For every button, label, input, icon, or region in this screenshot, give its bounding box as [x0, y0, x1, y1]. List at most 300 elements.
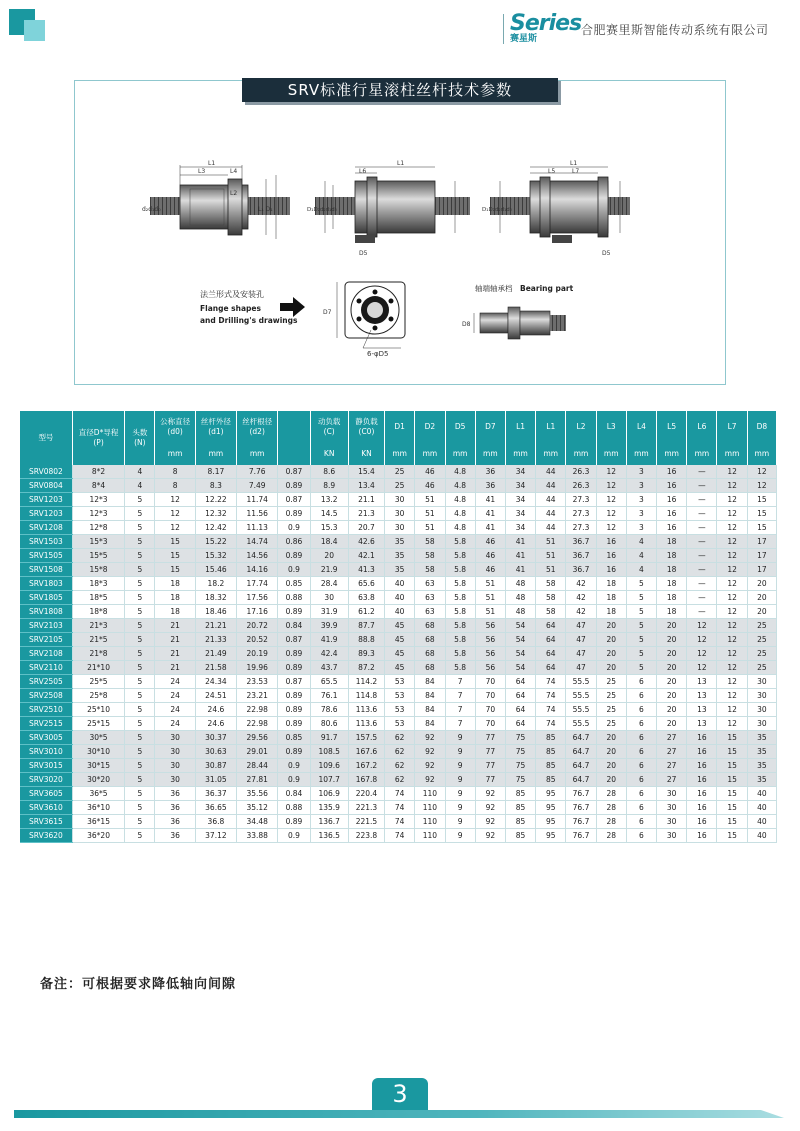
- table-cell: 92: [475, 829, 505, 843]
- table-cell: 46: [415, 479, 445, 493]
- table-cell: 27: [657, 745, 687, 759]
- table-cell: 40: [747, 787, 776, 801]
- table-cell: 21.49: [195, 647, 236, 661]
- table-cell: 9: [445, 731, 475, 745]
- spec-table: [20, 411, 777, 843]
- table-cell: 17.56: [237, 591, 278, 605]
- table-cell: —: [687, 549, 717, 563]
- table-cell: 6: [626, 801, 656, 815]
- table-cell: 40: [747, 815, 776, 829]
- table-cell: 18.32: [195, 591, 236, 605]
- table-cell: 5.8: [445, 605, 475, 619]
- column-unit: mm: [155, 443, 195, 465]
- page-number: 3: [372, 1078, 428, 1110]
- table-cell: 16: [687, 745, 717, 759]
- table-cell: 74: [536, 717, 566, 731]
- page-title: SRV标准行星滚柱丝杆技术参数: [242, 78, 558, 102]
- drawing-type-3: [482, 160, 630, 257]
- table-cell: 45: [385, 647, 415, 661]
- table-cell: 27.3: [566, 507, 596, 521]
- model-cell: SRV3615: [20, 815, 72, 829]
- table-cell: 77: [475, 731, 505, 745]
- table-cell: 12: [717, 647, 747, 661]
- table-cell: 47: [566, 661, 596, 675]
- table-cell: 5: [626, 647, 656, 661]
- table-cell: 74: [385, 801, 415, 815]
- table-cell: 136.7: [310, 815, 348, 829]
- table-cell: 6: [626, 689, 656, 703]
- flange-label-en1: Flange shapes: [200, 304, 261, 313]
- table-cell: 9: [445, 787, 475, 801]
- table-cell: 20: [596, 661, 626, 675]
- table-cell: 24.51: [195, 689, 236, 703]
- table-row: [20, 577, 777, 591]
- table-cell: 20: [657, 633, 687, 647]
- table-cell: 84: [415, 689, 445, 703]
- table-cell: 34: [505, 521, 535, 535]
- table-row: [20, 689, 777, 703]
- table-cell: 20: [657, 703, 687, 717]
- table-cell: 18.2: [195, 577, 236, 591]
- table-cell: 110: [415, 801, 445, 815]
- flange-view: [323, 282, 405, 358]
- table-cell: 18: [155, 605, 195, 619]
- table-cell: 85: [505, 829, 535, 843]
- table-cell: 24: [155, 717, 195, 731]
- table-cell: 18: [596, 605, 626, 619]
- table-cell: 12: [596, 493, 626, 507]
- table-cell: 28.4: [310, 577, 348, 591]
- table-cell: 12: [717, 591, 747, 605]
- dim-label: L1: [397, 160, 405, 167]
- table-row: [20, 521, 777, 535]
- column-header: L5: [657, 411, 687, 443]
- column-unit: mm: [475, 443, 505, 465]
- table-cell: 58: [415, 535, 445, 549]
- table-cell: 5: [125, 787, 155, 801]
- table-cell: 5: [125, 591, 155, 605]
- table-cell: 74: [536, 689, 566, 703]
- table-cell: 85: [505, 801, 535, 815]
- table-cell: 41: [475, 507, 505, 521]
- table-cell: 5: [125, 661, 155, 675]
- table-cell: 5.8: [445, 633, 475, 647]
- table-cell: 68: [415, 647, 445, 661]
- table-cell: 18: [657, 577, 687, 591]
- table-cell: 17: [747, 563, 776, 577]
- table-cell: 37.12: [195, 829, 236, 843]
- table-cell: 30*10: [72, 745, 124, 759]
- table-cell: 18*5: [72, 591, 124, 605]
- table-cell: 46: [475, 535, 505, 549]
- table-cell: 16: [657, 465, 687, 479]
- table-cell: 5: [626, 619, 656, 633]
- table-cell: 167.2: [348, 759, 384, 773]
- table-cell: 5: [125, 647, 155, 661]
- table-cell: 46: [415, 465, 445, 479]
- table-row: [20, 465, 777, 479]
- table-cell: 20: [657, 675, 687, 689]
- table-cell: 13.4: [348, 479, 384, 493]
- table-cell: 64.7: [566, 731, 596, 745]
- table-cell: 5: [125, 759, 155, 773]
- table-cell: 16: [657, 521, 687, 535]
- table-cell: 21: [155, 633, 195, 647]
- table-cell: 3: [626, 507, 656, 521]
- header-decoration-2: [24, 20, 45, 41]
- dim-label: L6: [359, 168, 367, 175]
- table-cell: 6: [626, 703, 656, 717]
- table-cell: 17.74: [237, 577, 278, 591]
- technical-drawing: [75, 105, 725, 383]
- table-cell: 36: [475, 479, 505, 493]
- table-cell: 167.6: [348, 745, 384, 759]
- table-cell: 21*5: [72, 633, 124, 647]
- table-cell: 20.7: [348, 521, 384, 535]
- table-cell: 36.37: [195, 787, 236, 801]
- table-cell: 12: [717, 493, 747, 507]
- table-cell: 40: [385, 605, 415, 619]
- table-cell: 74: [385, 787, 415, 801]
- table-cell: 5: [125, 577, 155, 591]
- table-cell: 15: [717, 787, 747, 801]
- table-cell: 30*15: [72, 759, 124, 773]
- column-header: L1: [505, 411, 535, 443]
- table-cell: 51: [475, 605, 505, 619]
- table-cell: 114.8: [348, 689, 384, 703]
- table-cell: 135.9: [310, 801, 348, 815]
- model-cell: SRV3005: [20, 731, 72, 745]
- table-cell: 75: [505, 731, 535, 745]
- table-cell: 8.3: [195, 479, 236, 493]
- model-cell: SRV2103: [20, 619, 72, 633]
- table-row: [20, 787, 777, 801]
- table-cell: 12: [687, 619, 717, 633]
- table-cell: 46: [475, 549, 505, 563]
- model-cell: SRV1803: [20, 577, 72, 591]
- column-unit: mm: [415, 443, 445, 465]
- table-cell: 0.84: [278, 619, 310, 633]
- drawing-type-1: [142, 160, 290, 239]
- table-cell: 20.19: [237, 647, 278, 661]
- model-cell: SRV0804: [20, 479, 72, 493]
- table-cell: 34: [505, 493, 535, 507]
- table-cell: 76.7: [566, 801, 596, 815]
- table-cell: 46: [475, 563, 505, 577]
- table-cell: 5.8: [445, 549, 475, 563]
- column-unit: mm: [747, 443, 776, 465]
- table-cell: —: [687, 479, 717, 493]
- table-cell: 27.81: [237, 773, 278, 787]
- table-cell: 40: [747, 829, 776, 843]
- table-cell: 40: [747, 801, 776, 815]
- table-cell: 5.8: [445, 647, 475, 661]
- table-cell: 27: [657, 759, 687, 773]
- table-cell: 30: [747, 689, 776, 703]
- table-cell: 30: [155, 759, 195, 773]
- table-cell: 18: [657, 535, 687, 549]
- table-cell: 15: [717, 759, 747, 773]
- table-cell: 136.5: [310, 829, 348, 843]
- table-cell: 15: [717, 731, 747, 745]
- table-cell: 44: [536, 493, 566, 507]
- table-cell: 157.5: [348, 731, 384, 745]
- table-cell: 12: [747, 465, 776, 479]
- table-cell: 5: [125, 689, 155, 703]
- table-row: [20, 619, 777, 633]
- table-cell: 0.85: [278, 731, 310, 745]
- table-cell: 18: [155, 591, 195, 605]
- table-cell: 15: [747, 507, 776, 521]
- table-cell: 12: [155, 521, 195, 535]
- table-cell: 16: [687, 773, 717, 787]
- table-cell: 56: [475, 633, 505, 647]
- table-cell: 0.89: [278, 689, 310, 703]
- table-cell: 45: [385, 661, 415, 675]
- table-cell: —: [687, 605, 717, 619]
- table-cell: 74: [536, 703, 566, 717]
- table-cell: 30.37: [195, 731, 236, 745]
- table-cell: 5: [626, 661, 656, 675]
- table-cell: 16: [687, 801, 717, 815]
- dim-label: L3: [198, 168, 206, 175]
- table-cell: 9: [445, 745, 475, 759]
- table-cell: 36: [475, 465, 505, 479]
- table-cell: 15: [155, 549, 195, 563]
- table-cell: 12: [717, 563, 747, 577]
- column-header: L7: [717, 411, 747, 443]
- table-cell: 24.6: [195, 703, 236, 717]
- table-cell: 53: [385, 675, 415, 689]
- table-cell: 34.48: [237, 815, 278, 829]
- table-cell: 48: [505, 577, 535, 591]
- table-cell: 17: [747, 549, 776, 563]
- table-cell: 5: [125, 619, 155, 633]
- table-cell: 12*8: [72, 521, 124, 535]
- table-cell: 28: [596, 801, 626, 815]
- table-cell: 35: [385, 563, 415, 577]
- table-cell: 42.6: [348, 535, 384, 549]
- table-cell: 70: [475, 675, 505, 689]
- table-cell: 64.7: [566, 745, 596, 759]
- column-header: D7: [475, 411, 505, 443]
- table-cell: 41: [505, 563, 535, 577]
- table-cell: 35: [747, 731, 776, 745]
- table-cell: 36*20: [72, 829, 124, 843]
- table-cell: 20: [596, 647, 626, 661]
- table-cell: 28.44: [237, 759, 278, 773]
- brand-logo: Series: [510, 11, 582, 36]
- table-cell: 25: [747, 647, 776, 661]
- table-cell: 95: [536, 815, 566, 829]
- table-cell: 5: [125, 633, 155, 647]
- table-cell: 12: [717, 675, 747, 689]
- table-cell: 25: [747, 661, 776, 675]
- table-cell: 18: [657, 605, 687, 619]
- table-cell: 30: [385, 493, 415, 507]
- table-cell: 33.88: [237, 829, 278, 843]
- table-cell: 34: [505, 479, 535, 493]
- table-cell: 5: [125, 521, 155, 535]
- table-row: [20, 479, 777, 493]
- table-cell: 20: [596, 633, 626, 647]
- table-row: [20, 605, 777, 619]
- table-cell: 8*4: [72, 479, 124, 493]
- table-cell: 5: [626, 633, 656, 647]
- table-cell: 80.6: [310, 717, 348, 731]
- footnote: 备注：可根据要求降低轴向间隙: [40, 977, 237, 992]
- table-cell: 0.89: [278, 745, 310, 759]
- spec-table-container: [20, 411, 777, 843]
- table-cell: 12: [687, 633, 717, 647]
- table-cell: 25*5: [72, 675, 124, 689]
- column-header: L6: [687, 411, 717, 443]
- model-cell: SRV1808: [20, 605, 72, 619]
- table-cell: 16: [596, 563, 626, 577]
- table-cell: 84: [415, 703, 445, 717]
- table-cell: 7: [445, 703, 475, 717]
- footer-bar: [14, 1110, 784, 1118]
- table-cell: 6: [626, 717, 656, 731]
- table-cell: 76.7: [566, 787, 596, 801]
- table-cell: 20: [596, 773, 626, 787]
- table-cell: 6: [626, 675, 656, 689]
- table-cell: 51: [536, 563, 566, 577]
- table-row: [20, 759, 777, 773]
- table-cell: 25*15: [72, 717, 124, 731]
- table-cell: 21.1: [348, 493, 384, 507]
- table-cell: 70: [475, 717, 505, 731]
- table-cell: 0.89: [278, 647, 310, 661]
- table-cell: 6: [626, 787, 656, 801]
- table-cell: 14.16: [237, 563, 278, 577]
- table-cell: 95: [536, 829, 566, 843]
- table-cell: 35: [747, 759, 776, 773]
- dim-label: L4: [230, 168, 238, 175]
- table-cell: 15.22: [195, 535, 236, 549]
- model-cell: SRV3605: [20, 787, 72, 801]
- table-cell: 63: [415, 591, 445, 605]
- table-cell: 34: [505, 507, 535, 521]
- model-cell: SRV2515: [20, 717, 72, 731]
- table-cell: 30: [155, 773, 195, 787]
- table-cell: 20: [657, 619, 687, 633]
- dim-label: L5: [548, 168, 556, 175]
- table-cell: 4: [626, 563, 656, 577]
- table-cell: 12: [717, 619, 747, 633]
- table-cell: 0.87: [278, 675, 310, 689]
- table-cell: 5: [125, 773, 155, 787]
- dim-label: L₁ D₁: [258, 206, 273, 213]
- table-cell: 42: [566, 591, 596, 605]
- column-header: D2: [415, 411, 445, 443]
- table-cell: 0.84: [278, 787, 310, 801]
- column-unit: mm: [237, 443, 278, 465]
- table-cell: 61.2: [348, 605, 384, 619]
- column-unit: KN: [348, 443, 384, 465]
- model-cell: SRV1503: [20, 535, 72, 549]
- model-cell: SRV2510: [20, 703, 72, 717]
- table-cell: 95: [536, 787, 566, 801]
- header-divider: [503, 14, 504, 44]
- column-header: 动负载 (C): [310, 411, 348, 443]
- model-cell: SRV1203: [20, 493, 72, 507]
- table-cell: 58: [536, 605, 566, 619]
- table-cell: 30*5: [72, 731, 124, 745]
- model-cell: SRV3010: [20, 745, 72, 759]
- table-cell: 5: [125, 535, 155, 549]
- table-cell: 51: [536, 549, 566, 563]
- table-cell: 7: [445, 675, 475, 689]
- table-cell: 3: [626, 493, 656, 507]
- table-row: [20, 745, 777, 759]
- table-cell: 6: [626, 815, 656, 829]
- table-cell: 5: [125, 815, 155, 829]
- table-cell: 62: [385, 745, 415, 759]
- table-cell: 58: [415, 563, 445, 577]
- column-header: 静负载 (C0): [348, 411, 384, 443]
- table-cell: 21*8: [72, 647, 124, 661]
- table-cell: 5: [626, 605, 656, 619]
- table-cell: 8: [155, 465, 195, 479]
- table-cell: 3: [626, 465, 656, 479]
- dim-label: L2: [230, 190, 238, 197]
- table-cell: 12.42: [195, 521, 236, 535]
- table-cell: 30: [657, 815, 687, 829]
- table-cell: 85: [536, 759, 566, 773]
- table-cell: 13: [687, 717, 717, 731]
- table-cell: 63.8: [348, 591, 384, 605]
- table-cell: 45: [385, 633, 415, 647]
- table-cell: 64: [505, 675, 535, 689]
- table-cell: 28: [596, 787, 626, 801]
- table-cell: 5: [125, 493, 155, 507]
- table-row: [20, 493, 777, 507]
- table-cell: 51: [475, 591, 505, 605]
- table-cell: 30: [155, 745, 195, 759]
- table-cell: 15: [717, 745, 747, 759]
- table-cell: 14.74: [237, 535, 278, 549]
- table-cell: 15.32: [195, 549, 236, 563]
- table-cell: 4.8: [445, 507, 475, 521]
- table-cell: 6: [626, 829, 656, 843]
- table-cell: 26.3: [566, 479, 596, 493]
- table-row: [20, 633, 777, 647]
- table-cell: 25*10: [72, 703, 124, 717]
- table-cell: 12*3: [72, 507, 124, 521]
- column-unit: mm: [536, 443, 566, 465]
- column-header: 公称直径 (d0): [155, 411, 195, 443]
- table-cell: 15: [747, 521, 776, 535]
- table-cell: 0.9: [278, 521, 310, 535]
- table-cell: 64.7: [566, 773, 596, 787]
- column-unit: mm: [717, 443, 747, 465]
- table-cell: 40: [385, 591, 415, 605]
- table-cell: 26.3: [566, 465, 596, 479]
- table-cell: 6: [626, 745, 656, 759]
- table-cell: 21.33: [195, 633, 236, 647]
- table-cell: 20: [596, 759, 626, 773]
- table-cell: 56: [475, 661, 505, 675]
- table-cell: 25: [596, 703, 626, 717]
- table-cell: 24.6: [195, 717, 236, 731]
- table-cell: 36.7: [566, 535, 596, 549]
- table-cell: 18.4: [310, 535, 348, 549]
- table-cell: 18: [596, 577, 626, 591]
- table-cell: 109.6: [310, 759, 348, 773]
- table-cell: 41.9: [310, 633, 348, 647]
- table-cell: 18*8: [72, 605, 124, 619]
